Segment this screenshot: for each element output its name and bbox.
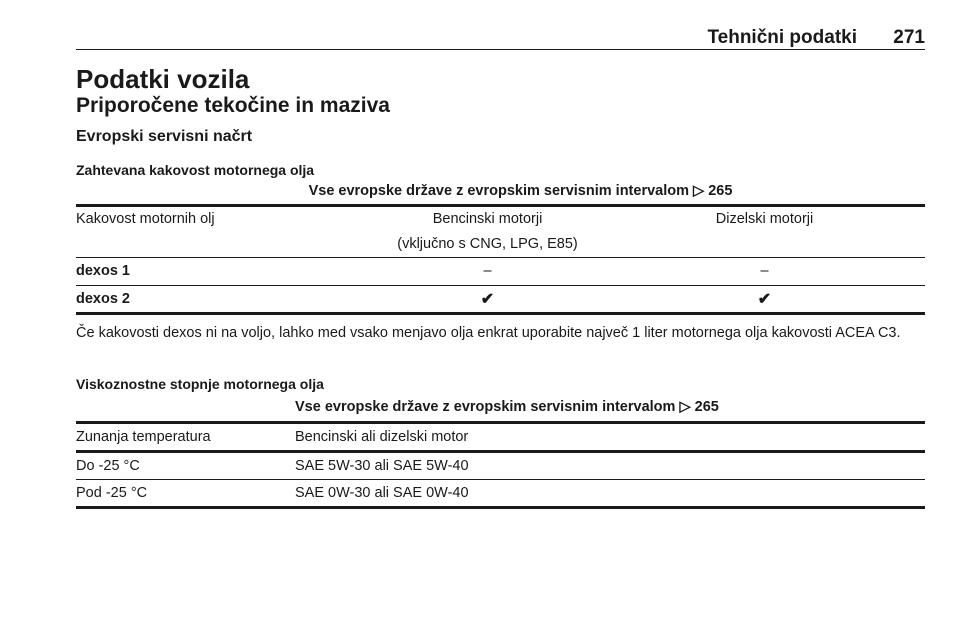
table-row <box>76 285 925 313</box>
manual-page <box>76 0 925 642</box>
col-header-quality: Kakovost motornih olj <box>76 210 215 227</box>
checkmark-icon: ✔ <box>480 290 495 308</box>
running-header <box>76 27 925 49</box>
col-header-petrol-note: (vključno s CNG, LPG, E85) <box>397 235 578 252</box>
col-header-quality-cont <box>76 231 371 257</box>
oil-quality-scope-ref[interactable]: 265 <box>708 182 733 199</box>
subsection-title: Evropski servisni načrt <box>76 128 253 145</box>
viscosity-scope <box>295 398 925 422</box>
col-header-temperature: Zunanja temperatura <box>76 428 211 445</box>
viscosity-caption: Viskoznostne stopnje motornega olja <box>76 376 324 392</box>
reference-arrow-icon: ▷ <box>679 399 691 416</box>
oil-grade-name: dexos 1 <box>76 263 130 279</box>
running-header-title: Tehnični podatki <box>707 27 857 48</box>
oil-quality-table <box>76 178 925 315</box>
header-rule <box>76 49 925 50</box>
oil-quality-caption: Zahtevana kakovost motornega olja <box>76 162 315 178</box>
viscosity-scope-text: Vse evropske države z evropskim servisnim intervalom <box>295 399 676 416</box>
col-header-petrol: Bencinski motorji <box>432 210 543 227</box>
col-header-engine: Bencinski ali dizelski motor <box>295 428 469 445</box>
petrol-value: – <box>483 263 492 279</box>
oil-grade-name: dexos 2 <box>76 290 130 307</box>
temperature-value: Pod -25 °C <box>76 484 148 501</box>
table-row <box>76 479 925 507</box>
page-number: 271 <box>893 27 925 48</box>
table-row <box>76 257 925 285</box>
oil-quality-scope <box>76 178 925 205</box>
viscosity-scope-ref[interactable]: 265 <box>694 399 719 416</box>
table-row <box>76 451 925 479</box>
viscosity-grade: SAE 5W-30 ali SAE 5W-40 <box>295 457 469 474</box>
oil-note-paragraph: Če kakovosti dexos ni na voljo, lahko med vsako menjavo olja enkrat uporabite največ 1 liter motornega olja kakovosti ACEA C3. <box>76 325 901 341</box>
col-header-diesel: Dizelski motorji <box>715 210 814 227</box>
temperature-value: Do -25 °C <box>76 457 140 474</box>
oil-quality-scope-text: Vse evropske države z evropskim servisnim intervalom <box>308 182 689 199</box>
reference-arrow-icon: ▷ <box>693 182 705 199</box>
viscosity-grade: SAE 0W-30 ali SAE 0W-40 <box>295 484 469 501</box>
checkmark-icon: ✔ <box>757 290 772 308</box>
viscosity-table <box>76 398 925 509</box>
diesel-value: – <box>760 263 769 279</box>
col-header-diesel-cont <box>604 231 925 257</box>
section-title: Priporočene tekočine in maziva <box>76 94 390 117</box>
chapter-title: Podatki vozila <box>76 64 250 94</box>
